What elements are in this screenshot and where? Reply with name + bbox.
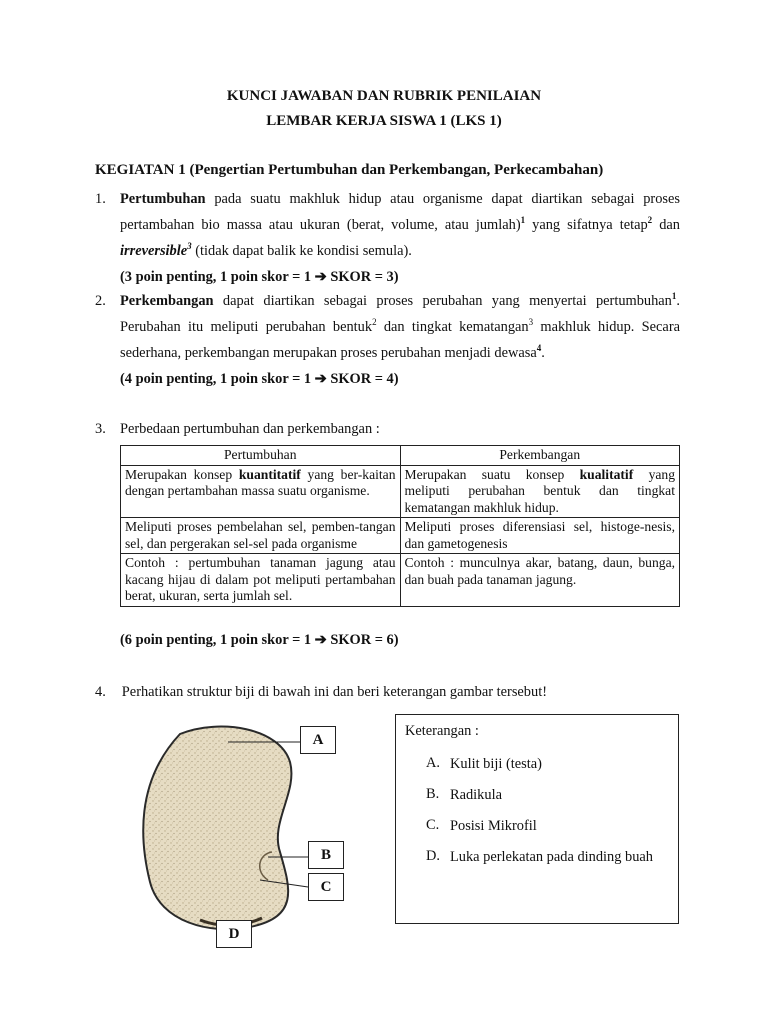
score-text: (3 poin penting, 1 poin skor = 1	[120, 269, 315, 285]
legend-item	[426, 755, 664, 774]
text: Merupakan suatu konsep	[404, 466, 580, 482]
footnote-sup: 1	[520, 215, 526, 226]
legend-text: Luka perlekatan pada dinding buah	[450, 849, 653, 865]
item-number: 1.	[95, 191, 106, 207]
arrow-icon: ➔	[314, 269, 327, 285]
legend-text: Posisi Mikrofil	[450, 818, 537, 834]
table-cell: Contoh : munculnya akar, batang, daun, bunga, dan buah pada tanaman jagung.	[400, 554, 680, 607]
score-text: (6 poin penting, 1 poin skor = 1	[120, 632, 315, 648]
legend-letter: A.	[426, 755, 440, 771]
arrow-icon: ➔	[314, 632, 327, 648]
legend-text: Kulit biji (testa)	[450, 756, 542, 772]
keyword-kualitatif: kualitatif	[579, 466, 634, 482]
label-b: B	[308, 841, 344, 869]
answer-item-2	[95, 288, 680, 392]
text: pada suatu makhluk hidup atau organisme dapat diartikan sebagai proses pertambahan bio massa atau ukuran (berat, volume, atau jumlah)	[120, 191, 680, 233]
score-text: SKOR = 3)	[326, 269, 399, 285]
legend-item	[426, 786, 664, 805]
text: . Perubahan itu meliputi perubahan bentuk	[120, 293, 680, 335]
score-text: SKOR = 4)	[326, 371, 399, 387]
text: Merupakan konsep	[125, 466, 239, 482]
legend-text: Radikula	[450, 787, 502, 803]
score-line	[120, 366, 680, 392]
section-title: KEGIATAN 1 (Pengertian Pertumbuhan dan Perkembangan, Perkecambahan)	[95, 162, 604, 178]
item-body	[120, 186, 680, 290]
item-number: 3.	[95, 421, 106, 437]
table-cell	[121, 465, 401, 518]
footnote-sup: 3	[528, 317, 534, 328]
item-number: 4.	[95, 684, 106, 700]
table-row	[121, 465, 680, 518]
table-cell: Contoh : pertumbuhan tanaman jagung atau kacang hijau di dalam pot meliputi pertambahan berat, ukuran, serta jumlah sel.	[121, 554, 401, 607]
text: .	[541, 345, 545, 361]
score-text: SKOR = 6)	[326, 632, 399, 648]
seed-diagram	[140, 722, 380, 954]
answer-item-4	[95, 684, 547, 701]
term-pertumbuhan: Pertumbuhan	[120, 191, 206, 207]
text: dan	[652, 217, 680, 233]
arrow-icon: ➔	[314, 371, 327, 387]
footnote-sup: 1	[671, 291, 677, 302]
score-line	[120, 264, 680, 290]
seed-illustration	[140, 722, 380, 954]
legend-title: Keterangan :	[405, 723, 479, 739]
label-c: C	[308, 873, 344, 901]
table-cell	[400, 465, 680, 518]
comparison-table	[120, 445, 680, 607]
table-row	[121, 554, 680, 607]
table-row	[121, 518, 680, 554]
score-line	[120, 632, 399, 649]
table-cell: Meliputi proses diferensiasi sel, histoge-nesis, dan gametogenesis	[400, 518, 680, 554]
document-title-line2: LEMBAR KERJA SISWA 1 (LKS 1)	[266, 113, 502, 129]
keyword-kuantitatif: kuantitatif	[238, 466, 301, 482]
label-a: A	[300, 726, 336, 754]
answer-item-1	[95, 186, 680, 290]
legend-box	[395, 714, 679, 924]
term-irreversible: irreversible	[120, 243, 188, 259]
legend-letter: D.	[426, 848, 440, 864]
text: yang sifatnya tetap	[525, 217, 648, 233]
table-cell: Meliputi proses pembelahan sel, pemben-tangan sel, dan pergerakan sel-sel pada organisme	[121, 518, 401, 554]
document-title-line1: KUNCI JAWABAN DAN RUBRIK PENILAIAN	[226, 88, 542, 104]
term-perkembangan: Perkembangan	[120, 293, 214, 309]
text: makhluk hidup. Secara sederhana, perkembangan merupakan proses perubahan menjadi dewasa	[120, 319, 681, 361]
item-text: Perhatikan struktur biji di bawah ini dan beri keterangan gambar tersebut!	[121, 684, 547, 700]
footnote-sup: 3	[187, 241, 192, 252]
seed-shape	[143, 727, 291, 930]
footnote-sup: 2	[372, 317, 377, 328]
legend-item	[426, 848, 664, 867]
legend-letter: C.	[426, 817, 440, 833]
table-header-pertumbuhan: Pertumbuhan	[121, 446, 401, 466]
item-body	[120, 288, 680, 392]
footnote-sup: 4	[536, 343, 542, 354]
item-number: 2.	[95, 293, 106, 309]
answer-item-3	[95, 416, 680, 442]
table-header-perkembangan: Perkembangan	[400, 446, 680, 466]
legend-letter: B.	[426, 786, 440, 802]
label-d: D	[216, 920, 252, 948]
table-header-row	[121, 446, 680, 466]
legend-item	[426, 817, 664, 836]
text: yang ber-kaitan dengan pertambahan massa suatu organisme.	[125, 466, 396, 498]
text: yang meliputi perubahan bentuk dan tingkat kematangan makhluk hidup.	[404, 466, 675, 515]
footnote-sup: 2	[647, 215, 653, 226]
text: dan tingkat kematangan	[376, 319, 529, 335]
score-text: (4 poin penting, 1 poin skor = 1	[120, 371, 315, 387]
item-body: Perbedaan pertumbuhan dan perkembangan :	[120, 421, 380, 437]
text: dapat diartikan sebagai proses perubahan yang menyertai pertumbuhan	[213, 293, 672, 309]
text: (tidak dapat balik ke kondisi semula).	[191, 243, 412, 259]
